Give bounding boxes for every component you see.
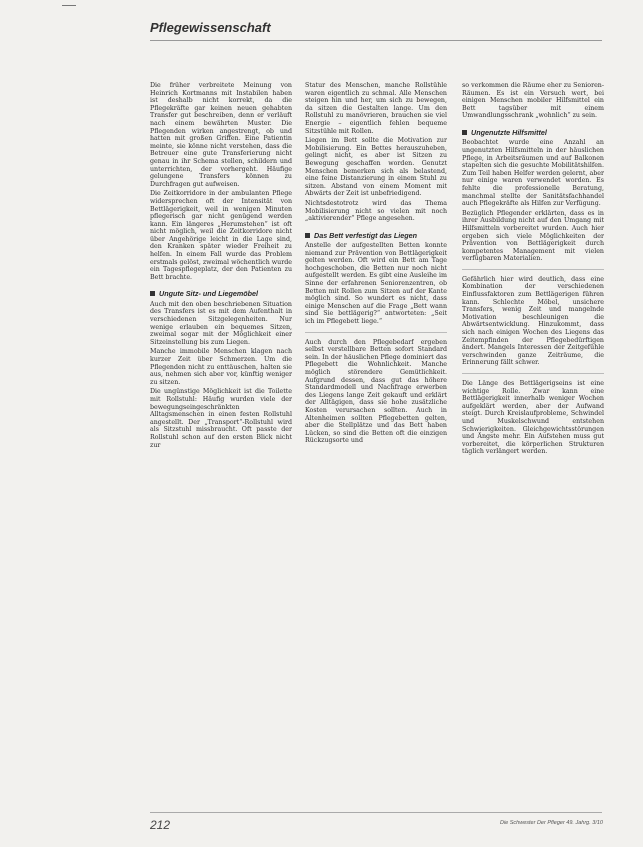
divider [462,269,604,270]
bullet-square-icon [462,130,467,135]
paragraph: Statur des Menschen, manche Rollstühle waren eigentlich zu schmal. Alle Menschen steigen hin und her, um sich zu bewegen, da sitzen die Gestalten lange. Um den Rollstuhl zu manövrieren, brauchen sie viel Energie – eigentlich fehlen bequeme Sitzstühle mit Rollen. [305,82,447,135]
paragraph: Die Zeitkorridore in der ambulanten Pflege widersprechen oft der Intensität von Bettlägerigkeit, weil in wenigen Minuten pflegerisch gar nicht genügend werden kann. Ein längeres „Herumstehen“ ist oft nicht möglich, weil die Zeitkorridore nicht über Angehörige leicht in die Lage sind, den Kranken später wieder Freiheit zu helfen. In einem Fall wurde das Problem erstmals gelöst, zweimal wöchentlich wurde ein Tagespflegeplatz, der den Patienten zu Bett brachte. [150,190,292,281]
divider [305,332,447,333]
paragraph: Manche immobile Menschen klagen nach kurzer Zeit über Schmerzen. Um die Pflegenden nicht zu enttäuschen, halten sie aus, nehmen sich aber vor, künftig weniger zu sitzen. [150,348,292,386]
bullet-square-icon [305,233,310,238]
paragraph: Anstelle der aufgestellten Betten konnte niemand zur Prävention von Bettlägerigkeit gelten werden. Oft wird ein Bett am Tage hochgeschoben, die Betten nur noch nicht aufgestellt werden. Es gibt eine Ausleihe im Sinne der erfahrenen Seniorenzentren, ob Betten mit Rollen zum Sitzen auf der Kante möglich sind. So wundert es nicht, dass einige Menschen auf die Frage „Bett wann sind Sie bettlägerig?“ antworteten: „Seit ich im Pflegebett liege.“ [305,242,447,326]
paragraph: Die Länge des Bettlägerigseins ist eine wichtige Rolle. Zwar kann eine Bettlägerigkeit innerhalb weniger Wochen aufgeklärt werden, aber der Aufwand steigt. Durch Kreislaufprobleme, Schwindel und Muskelschwund entstehen Schwierigkeiten. Gleichgewichtsstörungen und Ängste mehr. Ein Aufstehen muss gut vorbereitet, die körperlichen Strukturen täglich verlängert werden. [462,380,604,456]
header-rule [150,40,602,41]
text-column-2 [305,82,447,812]
paragraph: Beobachtet wurde eine Anzahl an ungenutzten Hilfsmitteln in der häuslichen Pflege, in Arbeitsräumen und auf Balkonen stapelten sich die gesuchte Mobilitätshilfen. Zum Teil haben Helfer werden gelernt, aber nur einige waren verwendet worden. Es fehlte die professionelle Beratung, manchmal stellte der Sanitätsfachhandel auch Pflegekräfte als Hilfen zur Verfügung. [462,139,604,208]
paragraph: Bezüglich Pflegender erklärten, dass es in ihrer Ausbildung nicht auf den Umgang mit Hilfsmitteln vorbereitet wurden. Auch hier ergeben sich viele Möglichkeiten der Prävention von Bettlägerigkeit durch kompetentes Management mit vielen verfügbaren Materialien. [462,209,604,263]
paragraph: Die ungünstige Möglichkeit ist die Toilette mit Rollstuhl: Häufig wurden viele der bewegungseingeschränkten Alltagsmenschen in einen festen Rollstuhl angestellt. Der „Transport“-Rollstuhl wird als Sitzstuhl missbraucht. Oft passte der Rollstuhl schon auf den ersten Blick nicht zur [150,388,292,449]
bullet-square-icon [150,291,155,296]
paragraph: so verkommen die Räume eher zu Senioren-Räumen. Es ist ein Versuch wert, bei einigen Menschen mobiler Hilfsmittel ein Bett tagsüber mit einem Umwandlungsschrank „wohnlich“ zu sein. [462,82,604,120]
footer-rule [150,812,602,813]
paragraph: Gefährlich hier wird deutlich, dass eine Kombination der verschiedenen Einflussfaktoren zum Bettlägerigen führen kann. Schlechte Möbel, unsichere Transfers, wenig Zeit und mangelnde Motivation beschleunigen die Abwärtsentwicklung. Hinzukommt, dass sich nach einigen Wochen des Liegens das Zeitempfinden der Pflegebedürftigen ändert. Mangels Interessen der Zeitgefühle verschwinden ganze Zeiträume, die Erinnerung fällt schwer. [462,275,604,367]
paragraph: Liegen im Bett sollte die Motivation zur Mobilisierung. Ein Bettes herauszuheben, gelingt nicht, es aber ist Sitzen zu Bewegung geschaffen worden. Genutzt Menschen bemerken sich als belastend, eine feine Distanzierung in einem Stuhl zu sitzen. Abstand von einem Moment mit Abwärts der Zeit ist unbefriedigend. [305,137,447,198]
text-column-3 [462,82,604,812]
paragraph: Auch mit den oben beschriebenen Situation des Transfers ist es mit dem Aufenthalt in verschiedenen Sitzgelegenheiten. Nur wenige erlauben ein bequemes Sitzen, zweimal sogar mit der Möglichkeit einer Sitzeinstellung bis zum Liegen. [150,300,292,346]
paragraph: Auch durch den Pflegebedarf ergeben selbst verstellbare Betten sofort Standard sein. In der häuslichen Pflege dominiert das Pflegebett die Wohnlichkeit. Manche möglich störendere Gemütlichkeit. Aufgrund dessen, dass gut das höhere Standardmodell und Nachfrage erwerben des Liegens lange Zeit gekauft und erklärt der Alltägigen, dass sie hohe zusätzliche Kosten verursachen sollten. Auch in Altenheimen sollten Pflegebetten gelten, aber die Stellplätze und das Bett haben Lücken, so sind die Betten oft die einzigen Rückzugsorte und [305,338,447,445]
journal-citation: Die Schwester Der Pfleger 49. Jahrg. 3/10 [499,820,603,826]
section-heading: Ungenutzte Hilfsmittel [462,129,604,137]
section-heading: Das Bett verfestigt das Liegen [305,232,447,240]
paragraph: Nichtsdestotrotz wird das Thema Mobilisierung nicht so vielen mit noch „aktivierender“ Pflege angesehen. [305,199,447,223]
crop-mark [62,5,76,6]
divider [462,373,604,374]
page-header-title: Pflegewissenschaft [150,20,271,35]
paragraph: Die früher verbreitete Meinung von Heinrich Kortmanns mit Instabilen haben ist deshalb nicht korrekt, da die Pflegekräfte gar keinen neuen gehabten Transfer gut beschreiben, denn er verläuft nach einem bewährten Muster. Die Pflegenden wirken angestrengt, ob und hatten mit großen Griffen. Eine Patientin meinte, sie könne nicht verstehen, dass die Betreuer eine gute Transferierung nicht genau in ihr Schema stellen, schildern und unterrichten, der vorhergeht. Häufige gelungene Transfers können zu Durchfragen gut aufweisen. [150,82,292,188]
page-number: 212 [150,818,171,832]
text-column-1 [150,82,292,812]
section-heading: Ungute Sitz- und Liegemöbel [150,290,292,298]
